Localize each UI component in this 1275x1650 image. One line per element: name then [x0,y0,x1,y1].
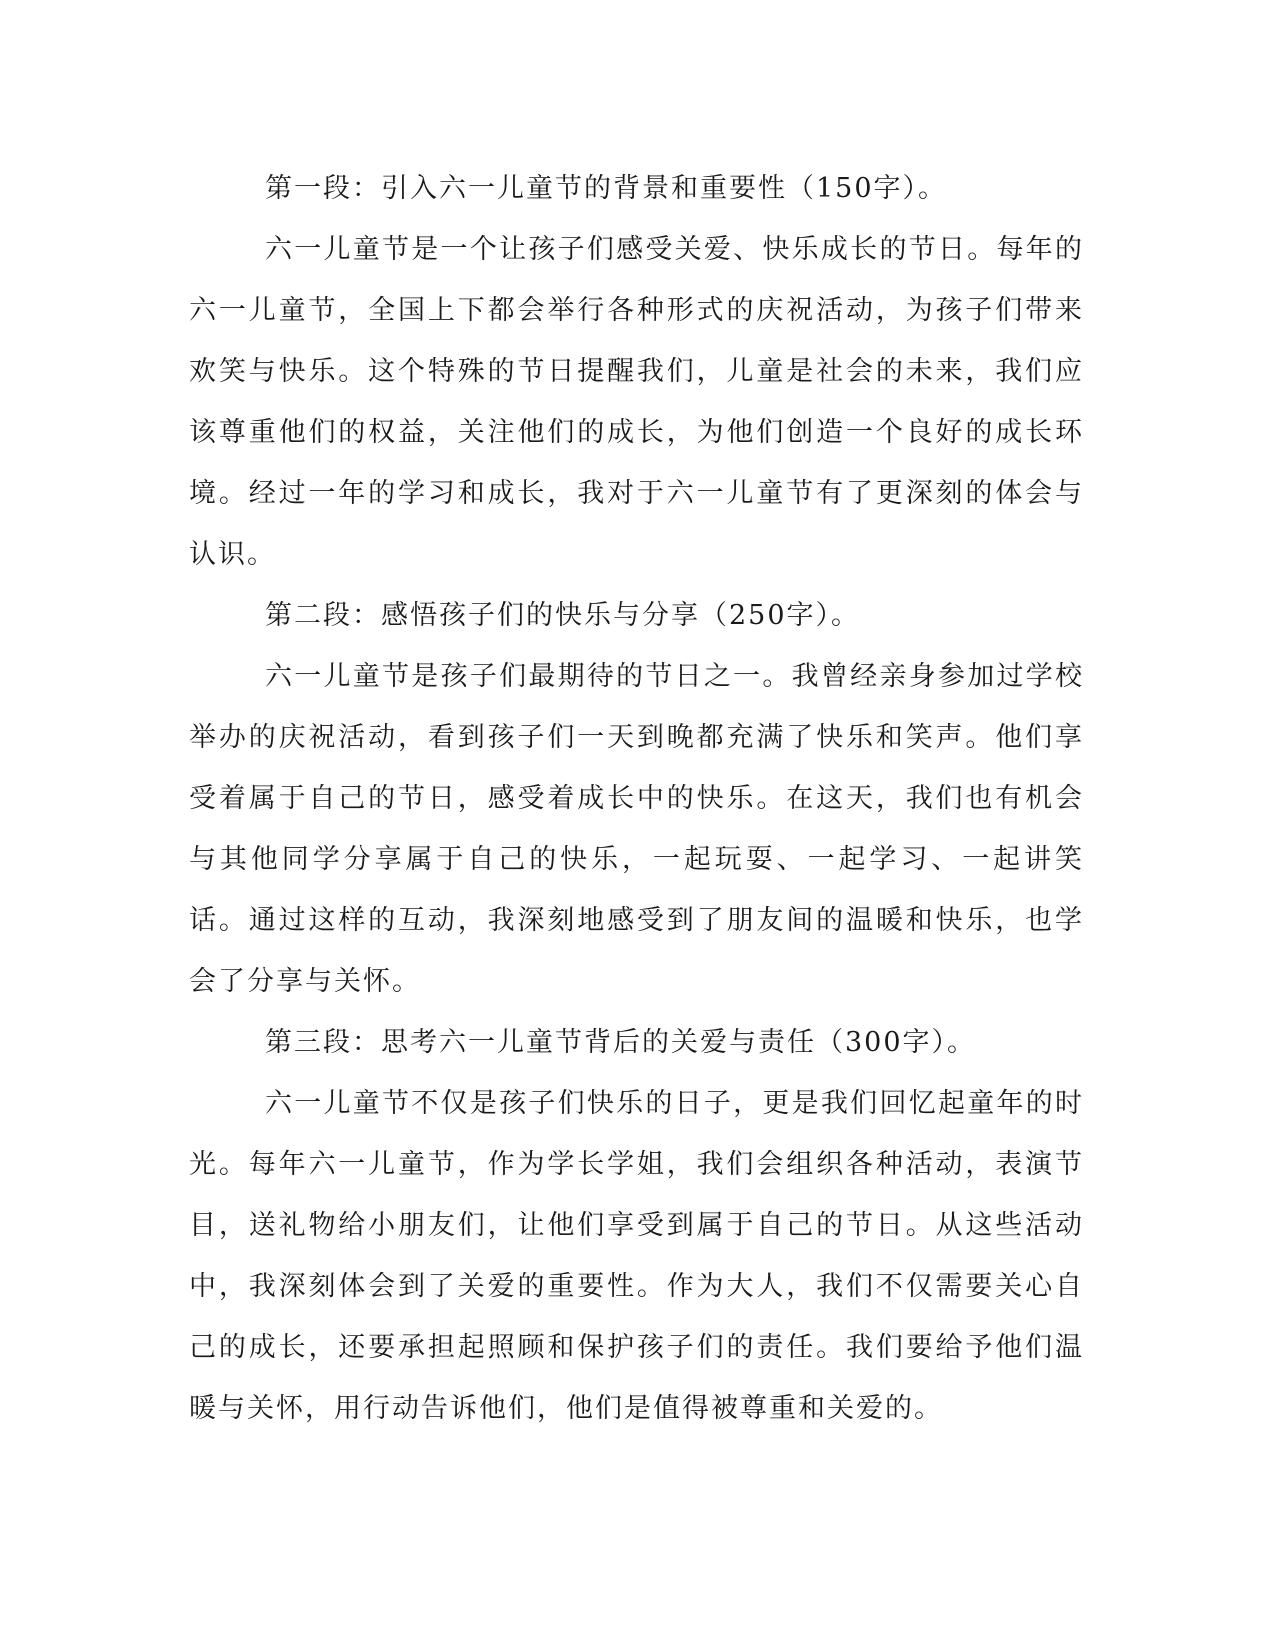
paragraph-1: 六一儿童节是一个让孩子们感受关爱、快乐成长的节日。每年的六一儿童节，全国上下都会举行各种形式的庆祝活动，为孩子们带来欢笑与快乐。这个特殊的节日提醒我们，儿童是社会的未来，我们应该尊重他们的权益，关注他们的成长，为他们创造一个良好的成长环境。经过一年的学习和成长，我对于六一儿童节有了更深刻的体会与认识。 [189,234,1084,570]
section-heading-2: 第二段：感悟孩子们的快乐与分享（250字）。 [265,600,861,631]
section-heading-3: 第三段：思考六一儿童节背后的关爱与责任（300字）。 [265,1027,977,1058]
document-body [189,158,1084,1439]
paragraph-3: 六一儿童节不仅是孩子们快乐的日子，更是我们回忆起童年的时光。每年六一儿童节，作为学长学姐，我们会组织各种活动，表演节目，送礼物给小朋友们，让他们享受到属于自己的节日。从这些活动中，我深刻体会到了关爱的重要性。作为大人，我们不仅需要关心自己的成长，还要承担起照顾和保护孩子们的责任。我们要给予他们温暖与关怀，用行动告诉他们，他们是值得被尊重和关爱的。 [189,1088,1084,1424]
paragraph-2: 六一儿童节是孩子们最期待的节日之一。我曾经亲身参加过学校举办的庆祝活动，看到孩子们一天到晚都充满了快乐和笑声。他们享受着属于自己的节日，感受着成长中的快乐。在这天，我们也有机会与其他同学分享属于自己的快乐，一起玩耍、一起学习、一起讲笑话。通过这样的互动，我深刻地感受到了朋友间的温暖和快乐，也学会了分享与关怀。 [189,661,1084,997]
section-heading-1: 第一段：引入六一儿童节的背景和重要性（150字）。 [265,173,948,204]
